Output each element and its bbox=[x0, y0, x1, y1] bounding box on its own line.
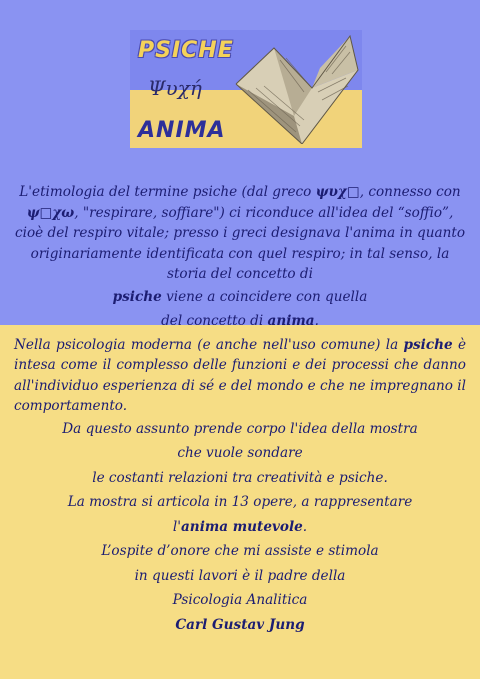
line5-pre: l' bbox=[172, 518, 181, 535]
intro-psiche-line bbox=[14, 285, 466, 309]
modern-text-2: è intesa come il complesso delle funzioni e dei processi che danno all'individuo esperienza di sé e del mondo e che ne impregnano il comportamento. bbox=[14, 336, 466, 415]
logo-word-anima: ANIMA bbox=[138, 118, 226, 143]
line-sondare: che vuole sondare bbox=[177, 445, 303, 462]
intro-text-3: , "respirare, soffiare") ci riconduce all'idea del “soffio”, cioè del respiro vitale; presso i greci designava l'anima in quanto originariamente identificata con quel respiro; in tal senso, la storia del concetto di bbox=[14, 204, 465, 283]
modern-psiche-bold: psiche bbox=[403, 336, 453, 353]
jung-name: Carl Gustav Jung bbox=[175, 616, 305, 633]
line-padre: in questi lavori è il padre della bbox=[134, 567, 346, 584]
greek-word-psycho: ψ□χω bbox=[26, 204, 75, 221]
greek-word-psyche: ψυχ□ bbox=[315, 184, 360, 200]
intro-anima-line bbox=[14, 309, 466, 333]
intro-text-6: . bbox=[314, 312, 319, 329]
line-mostra-idea: Da questo assunto prende corpo l'idea della mostra bbox=[62, 420, 418, 437]
logo bbox=[130, 30, 362, 148]
line5-post: . bbox=[302, 518, 308, 535]
modern-paragraph bbox=[14, 335, 466, 417]
intro-text-2: , connesso con bbox=[359, 184, 461, 200]
intro-paragraph bbox=[14, 182, 466, 285]
logo-word-greek: Ψυχή bbox=[148, 76, 202, 100]
intro-text-5: del concetto di bbox=[161, 312, 268, 329]
line-relazioni: le costanti relazioni tra creatività e psiche. bbox=[92, 469, 388, 486]
logo-word-psiche: PSICHE bbox=[138, 38, 234, 63]
line-ospite: L’ospite d’onore che mi assiste e stimola bbox=[101, 543, 379, 560]
line-opere: La mostra si articola in 13 opere, a rappresentare bbox=[67, 494, 413, 511]
intro-text-1: L'etimologia del termine psiche (dal greco bbox=[19, 184, 316, 200]
psiche-bold: psiche bbox=[112, 288, 162, 305]
modern-text-1: Nella psicologia moderna (e anche nell'uso comune) la bbox=[14, 336, 404, 353]
anima-bold: anima bbox=[267, 312, 315, 329]
line-anima-mutevole bbox=[14, 515, 466, 540]
line-psicologia-analitica: Psicologia Analitica bbox=[172, 592, 308, 609]
intro-text-4: viene a coincidere con quella bbox=[161, 288, 368, 305]
closing-lines bbox=[14, 417, 466, 638]
anima-mutevole-bold: anima mutevole bbox=[181, 518, 303, 535]
body-text bbox=[14, 182, 466, 637]
paper-boat-icon bbox=[234, 32, 362, 144]
line-jung bbox=[14, 613, 466, 638]
